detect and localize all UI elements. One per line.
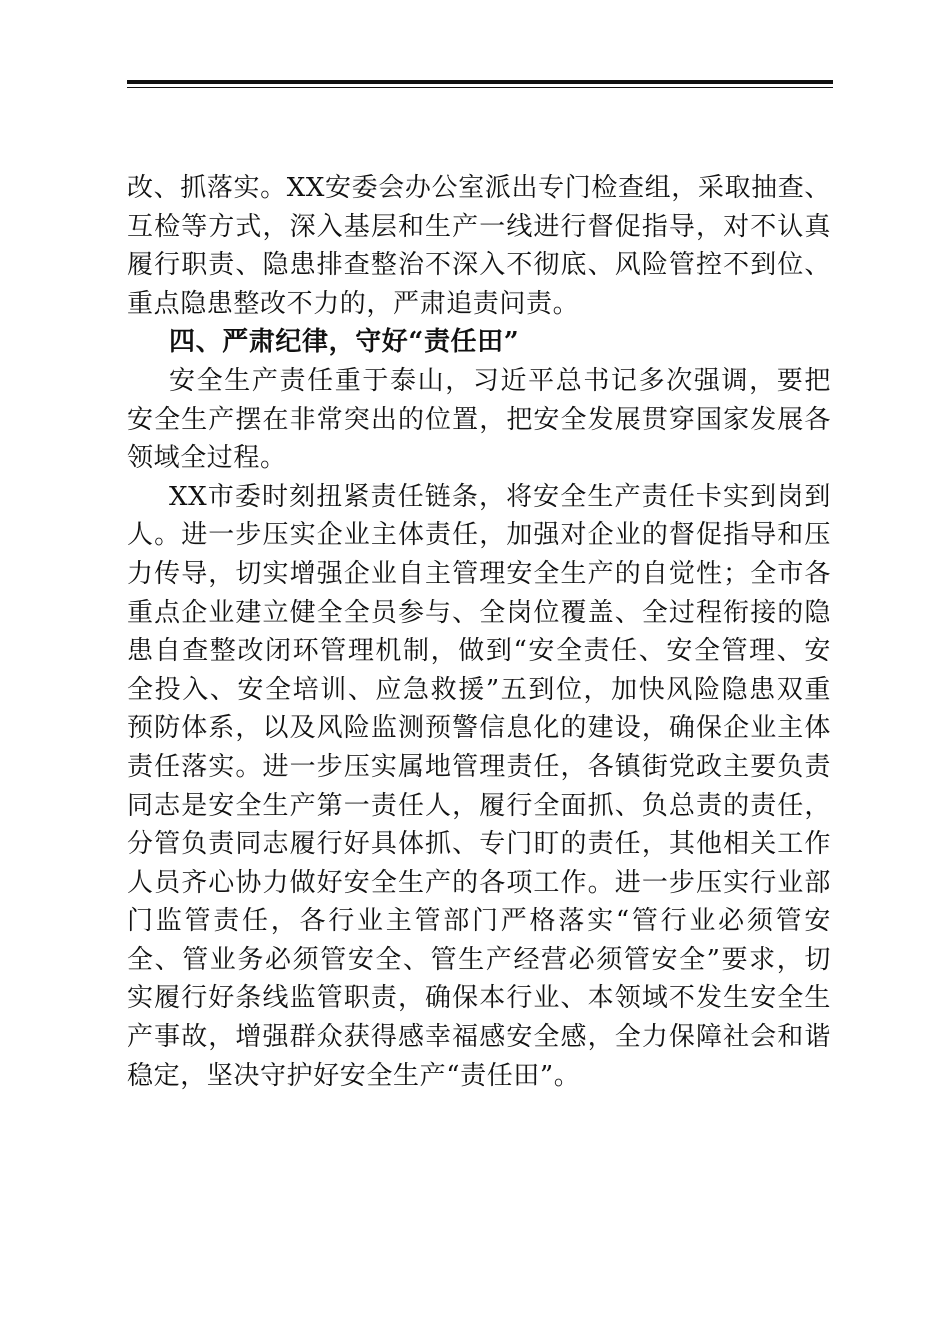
section-heading: 四、严肃纪律，守好“责任田” [169,327,520,358]
header-rule-thin [127,87,833,88]
paragraph-body: XX市委时刻扭紧责任链条，将安全生产责任卡实到岗到人。进一步压实企业主体责任，加强对企业的督促指导和压力传导，切实增强企业自主管理安全生产的自觉性；全市各重点企业建立健全全员参与、全岗位覆盖、全过程衔接的隐患自查整改闭环管理机制，做到“安全责任、安全管理、安全投入、安全培训、应急救援”五到位，加快风险隐患双重预防体系，以及风险监测预警信息化的建设，确保企业主体责任落实。进一步压实属地管理责任，各镇街党政主要负责同志是安全生产第一责任人，履行全面抓、负总责的责任，分管负责同志履行好具体抓、专门盯的责任，其他相关工作人员齐心协力做好安全生产的各项工作。进一步压实行业部门监管责任，各行业主管部门严格落实“管行业必须管安全、管业务必须管安全、管生产经营必须管安全”要求，切实履行好条线监管职责，确保本行业、本领域不发生安全生产事故，增强群众获得感幸福感安全感，全力保障社会和谐稳定，坚决守护好安全生产“责任田”。 [127,481,831,1091]
header-rule-thick [127,80,833,84]
paragraph-continuation: 改、抓落实。XX安委会办公室派出专门检查组，采取抽查、互检等方式，深入基层和生产一线进行督促指导，对不认真履行职责、隐患排查整治不深入不彻底、风险管控不到位、重点隐患整改不力的，严肃追责问责。 [127,173,831,319]
paragraph-body: 安全生产责任重于泰山，习近平总书记多次强调，要把安全生产摆在非常突出的位置，把安全发展贯穿国家发展各领域全过程。 [127,365,831,474]
document-body [127,169,831,1095]
